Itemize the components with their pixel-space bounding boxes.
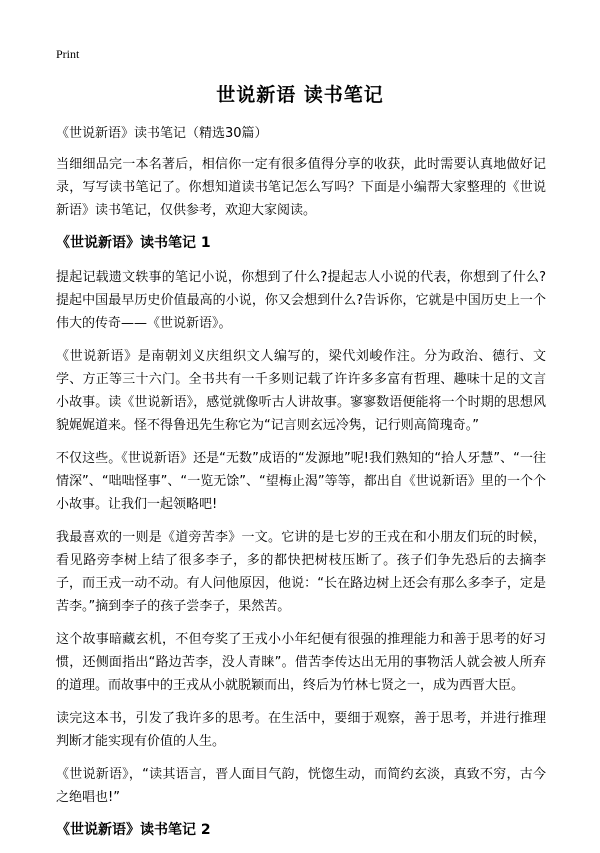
paragraph: 我最喜欢的一则是《道旁苦李》一文。它讲的是七岁的王戎在和小朋友们玩的时候，看见路旁李树上结了很多李子，多的都快把树枝压断了。孩子们争先恐后的去摘李子，而王戎一动不动。有人问他原因，他说：“长在路边树上还会有那么多李子，定是苦李。”摘到李子的孩子尝李子，果然苦。	[56, 530, 546, 614]
paragraph: 提起记载遗文轶事的笔记小说，你想到了什么?提起志人小说的代表，你想到了什么?提起中国最早历史价值最高的小说，你又会想到什么?告诉你，它就是中国历史上一个伟大的传奇——《世说新语》。	[56, 270, 546, 331]
paragraph: 这个故事暗藏玄机，不但夸奖了王戎小小年纪便有很强的推理能力和善于思考的好习惯，还侧面指出“路边苦李，没人青睐”。借苦李传达出无用的事物活人就会被人所弃的道理。而故事中的王戎从小就脱颖而出，终后为竹林七贤之一，成为西晋大臣。	[56, 632, 546, 693]
paragraph: 《世说新语》，“读其语言，晋人面目气韵，恍惚生动，而简约玄淡，真致不穷，古今之绝唱也!”	[56, 767, 546, 805]
paragraph: 《世说新语》是南朝刘义庆组织文人编写的，梁代刘峻作注。分为政治、德行、文学、方正等三十六门。全书共有一千多则记载了许许多多富有哲理、趣味十足的文言小故事。读《世说新语》，感觉就像听古人讲故事。寥寥数语便能将一个时期的思想风貌娓娓道来。怪不得鲁迅先生称它为“记言则玄远冷隽，记行则高简瑰奇。”	[56, 349, 546, 433]
page-title: 世说新语 读书笔记	[216, 84, 384, 106]
intro-paragraph: 当细细品完一本名著后，相信你一定有很多值得分享的收获，此时需要认真地做好记录，写写读书笔记了。你想知道读书笔记怎么写吗？下面是小编帮大家整理的《世说新语》读书笔记，仅供参考，欢迎大家阅读。	[56, 157, 546, 218]
section-heading-1: 《世说新语》读书笔记 1	[56, 235, 211, 251]
print-link[interactable]: Print	[56, 47, 80, 61]
paragraph: 读完这本书，引发了我许多的思考。在生活中，要细于观察，善于思考，并进行推理判断才能实现有价值的人生。	[56, 711, 546, 749]
section-heading-2: 《世说新语》读书笔记 2	[56, 822, 211, 838]
article-subtitle: 《世说新语》读书笔记（精选30篇）	[56, 126, 268, 141]
article-body	[56, 122, 546, 853]
paragraph: 不仅这些。《世说新语》还是“无数”成语的“发源地”呢!我们熟知的“拾人牙慧”、“一往情深”、“咄咄怪事”、“一览无馀”、“望梅止渴”等等，都出自《世说新语》里的一个个小故事。让我们一起领略吧!	[56, 451, 546, 512]
